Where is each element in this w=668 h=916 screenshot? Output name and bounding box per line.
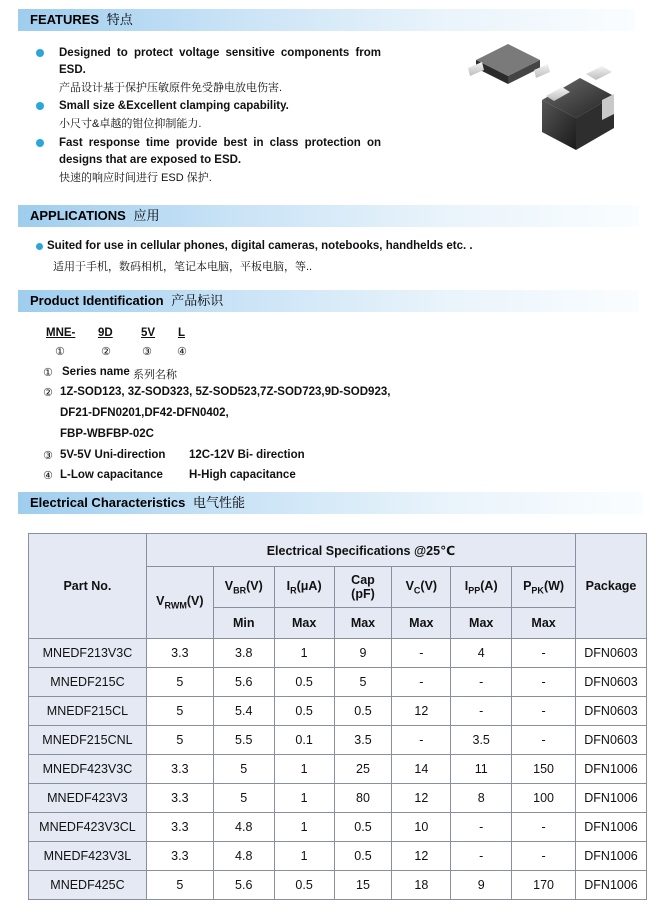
spec-value-cell: 9 [451,871,512,900]
spec-value-cell: - [451,697,512,726]
bullet-icon [36,102,44,110]
package-cell: DFN1006 [576,842,647,871]
package-cell: DFN0603 [576,726,647,755]
spec-value-cell: 11 [451,755,512,784]
spec-value-cell: 3.3 [146,784,213,813]
header-package: Package [576,534,647,639]
spec-value-cell: 0.5 [274,668,334,697]
code-part-2: 9D [98,327,113,339]
table-row [29,784,647,813]
code-mark-1: ① [55,346,65,358]
spec-value-cell: 8 [451,784,512,813]
spec-value-cell: 4.8 [213,813,274,842]
table-row [29,697,647,726]
spec-value-cell: 0.5 [334,813,392,842]
package-cell: DFN0603 [576,668,647,697]
package-cell: DFN1006 [576,813,647,842]
header-ppk: $P_{PK}(W)$ [512,567,576,608]
spec-value-cell: 3.3 [146,813,213,842]
header-electrical-spec: Electrical Specifications @25℃ [146,534,575,567]
spec-value-cell: 5.6 [213,871,274,900]
feature-text-en: Small size &Excellent clamping capability. [59,100,289,112]
part-number-cell: MNEDF213V3C [29,639,147,668]
application-text-zh: 适用于手机，数码相机，笔记本电脑，平板电脑，等.. [53,261,313,273]
legend-line-3b: 12C-12V Bi- direction [189,449,305,461]
bullet-icon [36,139,44,147]
table-row [29,871,647,900]
spec-value-cell: - [512,697,576,726]
legend-line-2a: 1Z-SOD123, 3Z-SOD323, 5Z-SOD523,7Z-SOD723,9D-SOD923, [60,386,391,398]
spec-value-cell: 5 [146,668,213,697]
legend-line-2c: FBP-WBFBP-02C [60,428,154,440]
table-row [29,842,647,871]
chip-large [542,66,614,150]
table-row [29,755,647,784]
spec-value-cell: 12 [392,697,451,726]
spec-value-cell: 1 [274,813,334,842]
spec-value-cell: 9 [334,639,392,668]
package-cell: DFN0603 [576,639,647,668]
spec-value-cell: 5 [334,668,392,697]
part-number-cell: MNEDF215CNL [29,726,147,755]
legend-line-4a: L-Low capacitance [60,469,163,481]
spec-value-cell: - [392,639,451,668]
feature-text-en: Fast response time provide best in class protection on designs that are exposed to ESD. [59,137,381,166]
part-number-cell: MNEDF423V3L [29,842,147,871]
header-vrwm: $V_{RWM}(V)$ [146,567,213,639]
spec-value-cell: 5 [213,755,274,784]
product-id-title-zh: 产品标识 [171,293,224,308]
table-row [29,813,647,842]
spec-value-cell: 18 [392,871,451,900]
legend-mark-2: ② [43,387,53,399]
spec-value-cell: 150 [512,755,576,784]
part-number-cell: MNEDF423V3CL [29,813,147,842]
spec-value-cell: 5 [146,697,213,726]
spec-value-cell: 3.3 [146,842,213,871]
header-part-no: Part No. [29,534,147,639]
applications-section-header [18,205,639,227]
package-cell: DFN1006 [576,871,647,900]
spec-value-cell: 15 [334,871,392,900]
spec-value-cell: 0.5 [334,697,392,726]
header-cap: Cap (pF) [334,567,392,608]
spec-value-cell: 1 [274,784,334,813]
electrical-title: Electrical Characteristics [30,495,186,510]
spec-value-cell: 100 [512,784,576,813]
code-mark-4: ④ [177,346,187,358]
electrical-spec-table [28,533,647,900]
limit-ipp: Max [451,608,512,639]
spec-value-cell: - [512,668,576,697]
table-row [29,726,647,755]
header-vbr: $V_{BR}(V)$ [213,567,274,608]
spec-value-cell: - [392,726,451,755]
spec-value-cell: 12 [392,842,451,871]
legend-line-2b: DF21-DFN0201,DF42-DFN0402, [60,407,229,419]
spec-table-body [29,639,647,900]
limit-vc: Max [392,608,451,639]
spec-value-cell: - [512,639,576,668]
spec-value-cell: - [451,813,512,842]
spec-value-cell: 3.3 [146,755,213,784]
features-title: FEATURES [30,12,100,27]
header-ir: $I_R(\mu A)$ [274,567,334,608]
part-number-cell: MNEDF423V3 [29,784,147,813]
spec-value-cell: - [451,842,512,871]
part-number-cell: MNEDF215CL [29,697,147,726]
limit-ir: Max [274,608,334,639]
spec-value-cell: 3.5 [451,726,512,755]
spec-value-cell: 5.5 [213,726,274,755]
table-row [29,668,647,697]
feature-text-zh: 快速的响应时间进行 ESD 保护. [59,172,212,184]
limit-cap: Max [334,608,392,639]
spec-value-cell: 3.8 [213,639,274,668]
features-title-zh: 特点 [106,12,133,27]
spec-value-cell: 4 [451,639,512,668]
chip-small [468,44,550,84]
legend-line-4b: H-High capacitance [189,469,296,481]
legend-mark-1: ① [43,367,53,379]
feature-item-3 [36,135,381,187]
product-id-title: Product Identification [30,293,164,308]
spec-value-cell: - [512,813,576,842]
part-number-cell: MNEDF215C [29,668,147,697]
spec-value-cell: 12 [392,784,451,813]
spec-value-cell: - [512,842,576,871]
header-vc: $V_C(V)$ [392,567,451,608]
spec-value-cell: 3.3 [146,639,213,668]
feature-text-en: Designed to protect voltage sensitive components from ESD. [59,47,381,76]
spec-value-cell: 0.5 [274,697,334,726]
spec-value-cell: 3.5 [334,726,392,755]
spec-value-cell: 0.5 [274,871,334,900]
applications-title: APPLICATIONS [30,208,126,223]
spec-value-cell: 0.5 [334,842,392,871]
spec-value-cell: - [451,668,512,697]
spec-value-cell: 1 [274,755,334,784]
feature-item-2 [36,98,381,133]
limit-vbr: Min [213,608,274,639]
spec-value-cell: 10 [392,813,451,842]
legend-mark-3: ③ [43,450,53,462]
code-part-3: 5V [141,327,156,339]
legend-mark-4: ④ [43,470,53,482]
component-package-image [462,38,632,158]
package-cell: DFN1006 [576,784,647,813]
part-number-cell: MNEDF425C [29,871,147,900]
code-part-1: MNE- [46,327,76,339]
application-item [36,238,496,276]
spec-value-cell: 80 [334,784,392,813]
spec-value-cell: 14 [392,755,451,784]
bullet-icon [36,243,43,250]
product-id-section-header [18,290,639,312]
code-part-4: L [178,327,186,339]
legend-line-1-en: Series name [62,366,130,378]
package-cell: DFN0603 [576,697,647,726]
spec-value-cell: 5 [213,784,274,813]
code-mark-3: ③ [142,346,152,358]
feature-item-1 [36,45,381,97]
spec-value-cell: - [512,726,576,755]
legend-line-3a: 5V-5V Uni-direction [60,449,166,461]
feature-text-zh: 小尺寸&卓越的钳位抑制能力. [59,118,202,130]
table-row [29,639,647,668]
spec-value-cell: 5 [146,726,213,755]
application-text-en: Suited for use in cellular phones, digital cameras, notebooks, handhelds etc. . [47,240,473,252]
spec-value-cell: 5 [146,871,213,900]
applications-title-zh: 应用 [133,208,160,223]
spec-value-cell: 4.8 [213,842,274,871]
feature-text-zh: 产品设计基于保护压敏原件免受静电放电伤害. [59,82,283,94]
bullet-icon [36,49,44,57]
part-number-cell: MNEDF423V3C [29,755,147,784]
spec-value-cell: 170 [512,871,576,900]
code-mark-2: ② [101,346,111,358]
package-cell: DFN1006 [576,755,647,784]
electrical-section-header [18,492,643,514]
spec-value-cell: 5.6 [213,668,274,697]
spec-value-cell: 5.4 [213,697,274,726]
spec-value-cell: - [392,668,451,697]
spec-value-cell: 0.1 [274,726,334,755]
electrical-title-zh: 电气性能 [193,495,246,510]
spec-value-cell: 25 [334,755,392,784]
features-section-header [18,9,635,31]
legend-line-1-zh: 系列名称 [133,369,177,381]
spec-value-cell: 1 [274,842,334,871]
spec-value-cell: 1 [274,639,334,668]
header-ipp: $I_{PP}(A)$ [451,567,512,608]
limit-ppk: Max [512,608,576,639]
